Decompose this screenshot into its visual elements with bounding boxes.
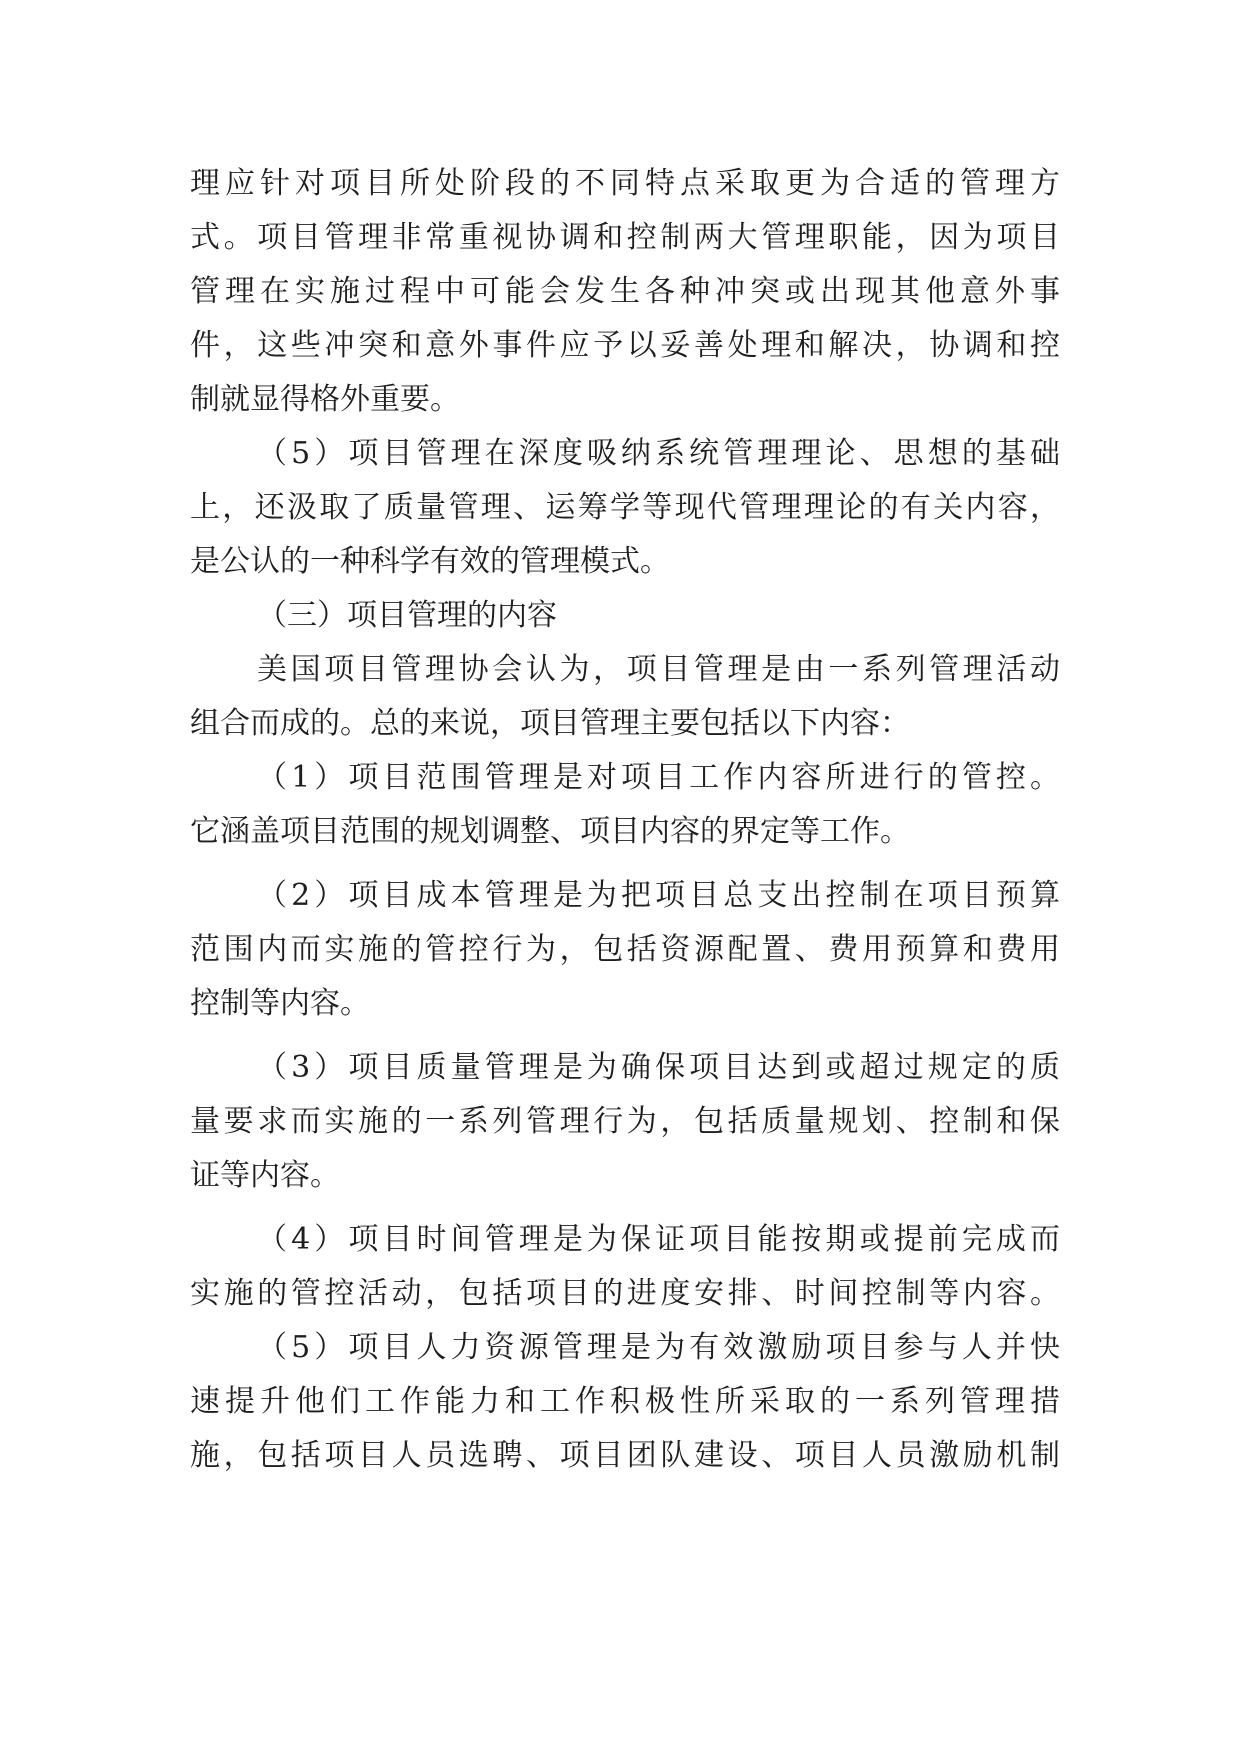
text-line: 理应针对项目所处阶段的不同特点采取更为合适的管理方 [190, 166, 1060, 201]
text-line: 制就显得格外重要。 [190, 382, 460, 417]
text-line: 是公认的一种科学有效的管理模式。 [190, 544, 670, 579]
text-line: （5）项目人力资源管理是为有效激励项目参与人并快 [257, 1330, 1060, 1365]
text-line: 控制等内容。 [190, 986, 370, 1021]
text-line: 施，包括项目人员选聘、项目团队建设、项目人员激励机制 [190, 1438, 1060, 1473]
text-line: 速提升他们工作能力和工作积极性所采取的一系列管理措 [190, 1384, 1060, 1419]
text-line: 上，还汲取了质量管理、运筹学等现代管理理论的有关内容， [190, 490, 1060, 525]
paragraph-gap [190, 1031, 1060, 1041]
document-body [190, 157, 1060, 1483]
text-line: （3）项目质量管理是为确保项目达到或超过规定的质 [257, 1050, 1060, 1085]
section-heading: （三）项目管理的内容 [257, 598, 557, 633]
text-line: 件，这些冲突和意外事件应予以妥善处理和解决，协调和控 [190, 328, 1060, 363]
text-line: 范围内而实施的管控行为，包括资源配置、费用预算和费用 [190, 932, 1060, 967]
text-line: 美国项目管理协会认为，项目管理是由一系列管理活动 [257, 652, 1060, 687]
paragraph-gap [190, 1203, 1060, 1213]
text-line: 实施的管控活动，包括项目的进度安排、时间控制等内容。 [190, 1276, 1060, 1311]
text-line: （5）项目管理在深度吸纳系统管理理论、思想的基础 [257, 436, 1060, 471]
paragraph-gap [190, 859, 1060, 869]
text-line: 量要求而实施的一系列管理行为，包括质量规划、控制和保 [190, 1104, 1060, 1139]
text-line: （2）项目成本管理是为把项目总支出控制在项目预算 [257, 878, 1060, 913]
text-line: （1）项目范围管理是对项目工作内容所进行的管控。 [257, 760, 1060, 795]
text-line: 式。项目管理非常重视协调和控制两大管理职能，因为项目 [190, 220, 1060, 255]
text-line: 它涵盖项目范围的规划调整、项目内容的界定等工作。 [190, 814, 910, 849]
text-line: 证等内容。 [190, 1158, 340, 1193]
text-line: 组合而成的。总的来说，项目管理主要包括以下内容： [190, 706, 910, 741]
text-line: （4）项目时间管理是为保证项目能按期或提前完成而 [257, 1222, 1060, 1257]
text-line: 管理在实施过程中可能会发生各种冲突或出现其他意外事 [190, 274, 1060, 309]
